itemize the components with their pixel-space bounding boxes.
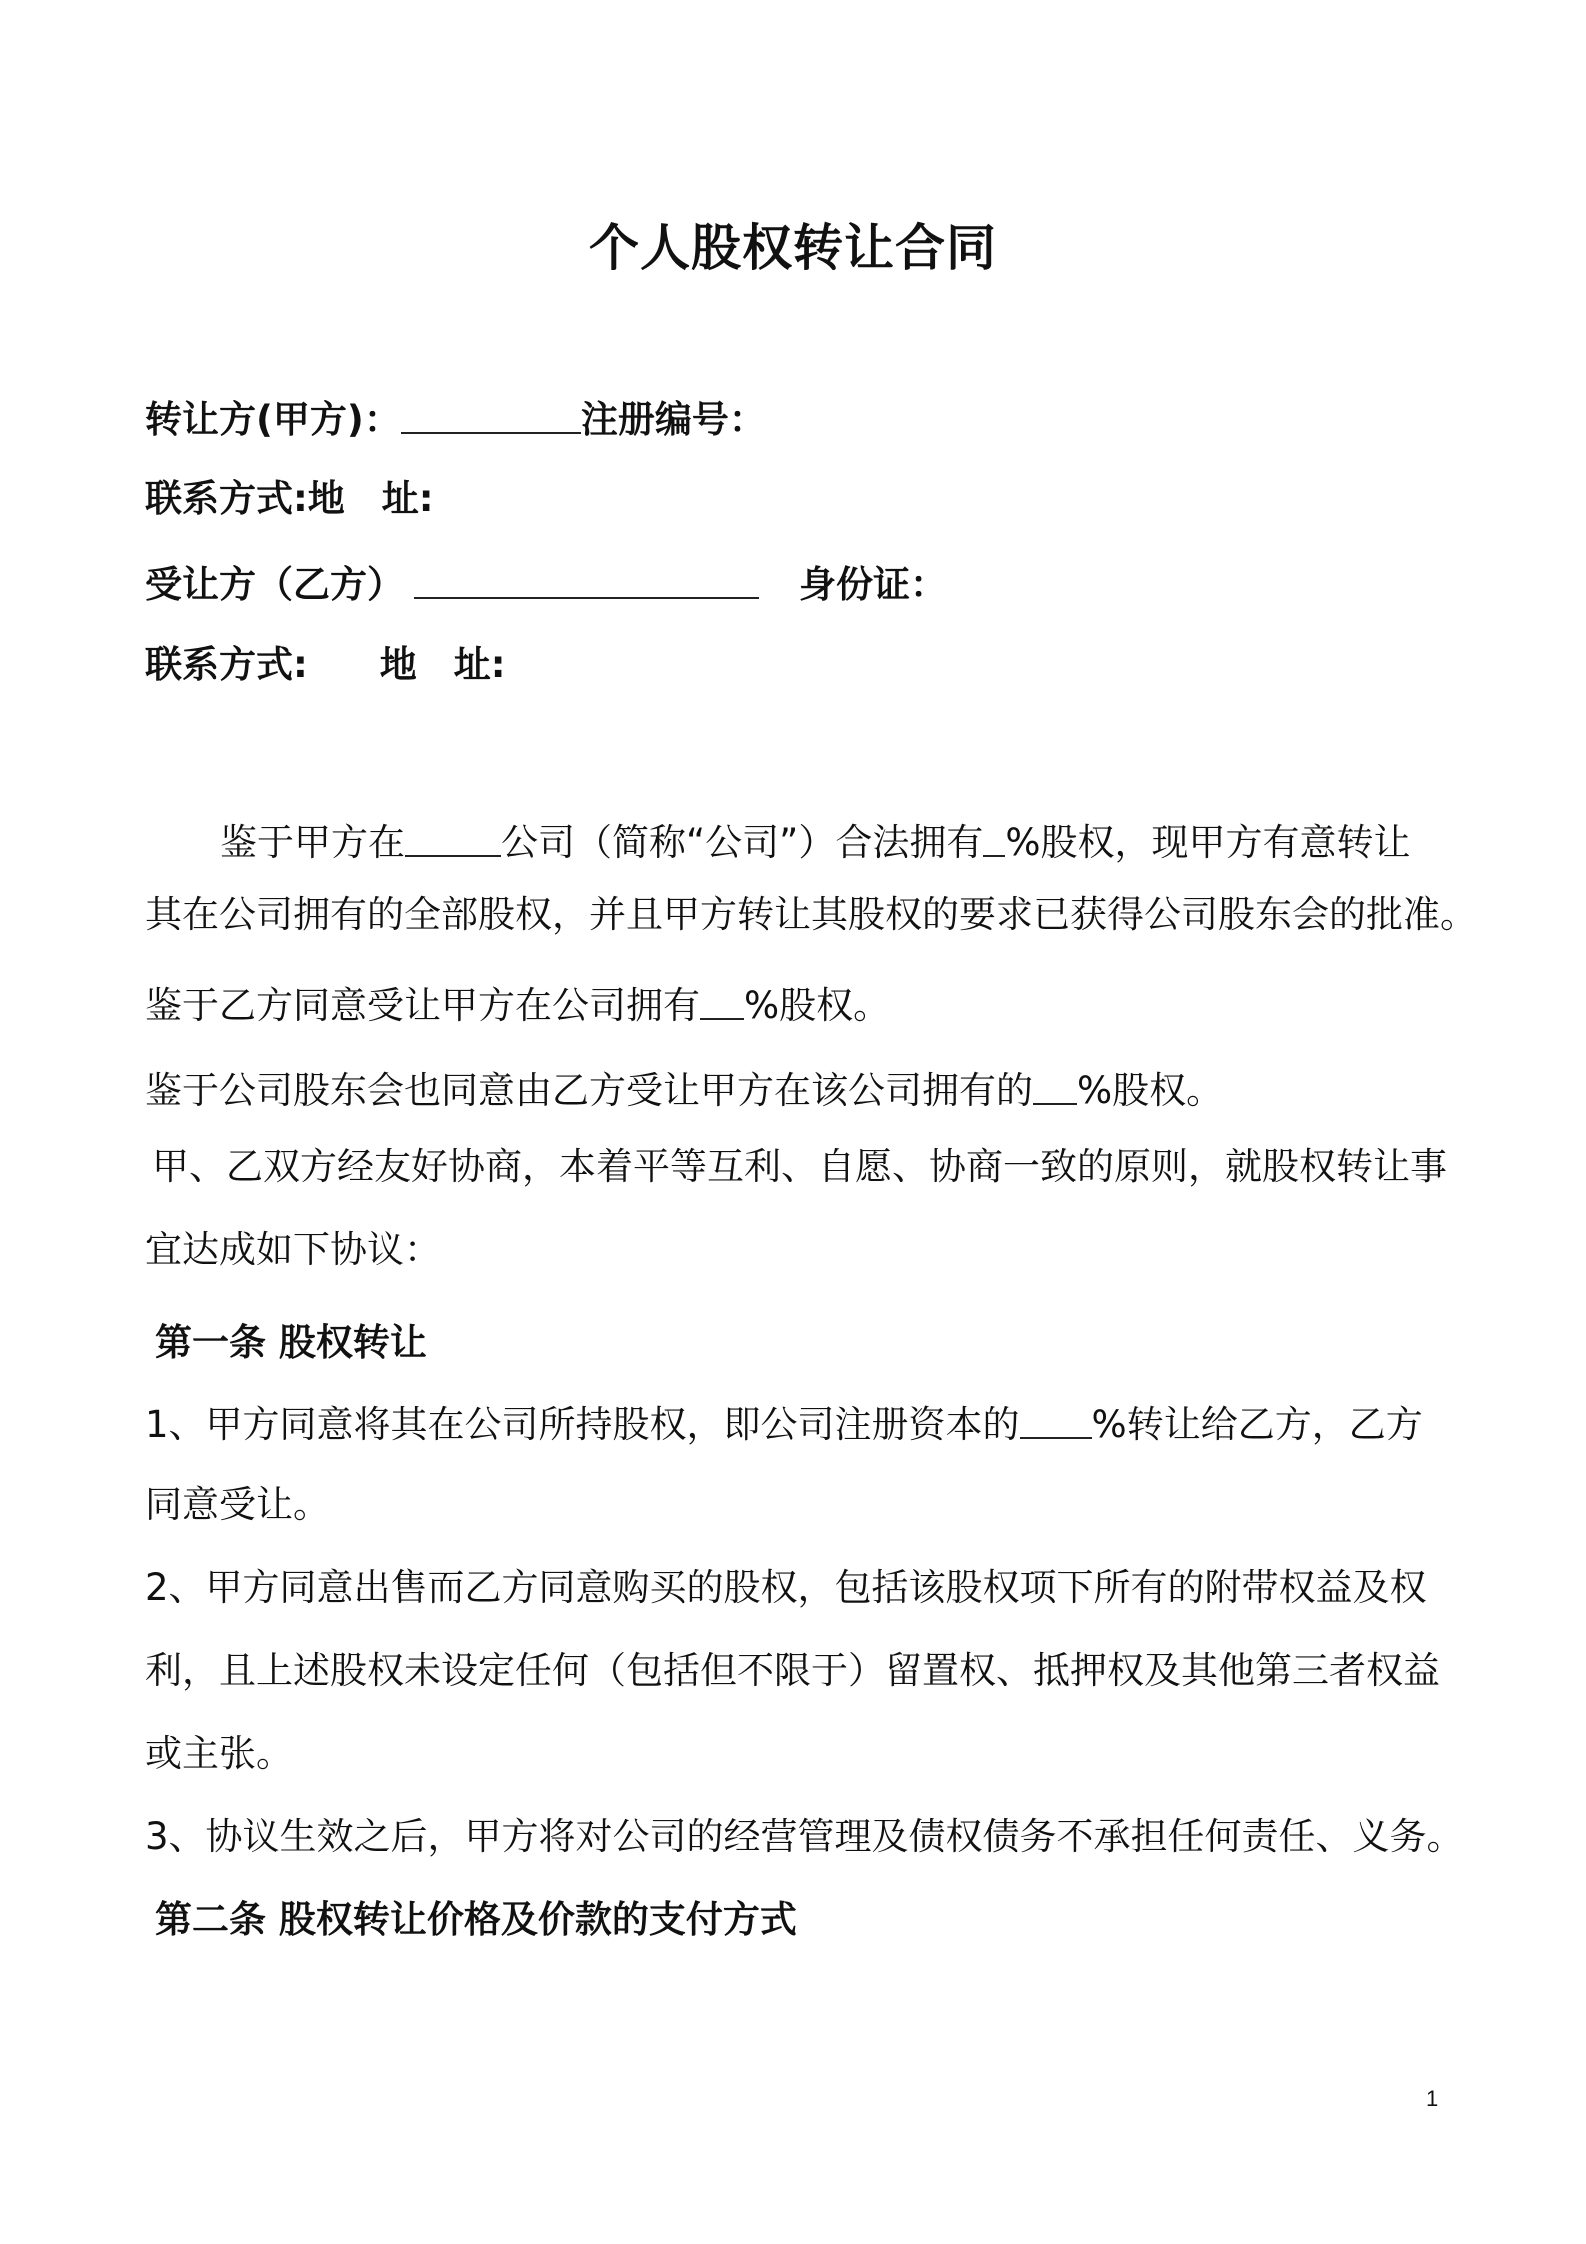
clause-1-percent-blank [1020,1397,1092,1439]
transferor-blank [401,392,581,434]
recital-4-line-1: 甲、乙双方经友好协商，本着平等互利、自愿、协商一致的原则，就股权转让事 [152,1145,1447,1188]
share-percent-blank [983,815,1005,857]
clause-2-line-3: 或主张。 [145,1732,293,1775]
transferee-label: 受让方（乙方） [145,563,404,606]
contact2-label: 联系方式: [145,643,308,686]
recital-4-line-2: 宜达成如下协议： [145,1228,441,1271]
clause-3: 3、协议生效之后，甲方将对公司的经营管理及债权债务不承担任何责任、义务。 [145,1815,1464,1858]
page-number: 1 [1426,2086,1439,2111]
id-label: 身份证： [799,563,947,606]
transferor-line [145,392,766,445]
clause-1-line-1 [145,1397,1423,1450]
address2-label: 地 址: [379,643,506,686]
recital-1-line-1 [220,815,1411,868]
clause-1-part-a: 1、甲方同意将其在公司所持股权，即公司注册资本的 [145,1403,1020,1446]
recital-3-part-a: 鉴于公司股东会也同意由乙方受让甲方在该公司拥有的 [145,1069,1033,1112]
contact1-label: 联系方式:地 址: [145,477,434,520]
registration-label: 注册编号： [580,398,766,441]
article-1-heading: 第一条 股权转让 [155,1321,427,1364]
contact-line-1 [145,474,434,524]
transferee-line [145,557,947,610]
document-title: 个人股权转让合同 [589,219,997,277]
recital-2 [145,978,890,1031]
clause-1-line-2: 同意受让。 [145,1483,330,1526]
recital-3-part-b: %股权。 [1077,1069,1224,1112]
clause-2-line-1: 2、甲方同意出售而乙方同意购买的股权，包括该股权项下所有的附带权益及权 [145,1566,1427,1609]
clause-2-line-2: 利，且上述股权未设定任何（包括但不限于）留置权、抵押权及其他第三者权益 [145,1649,1440,1692]
recital-2-part-b: %股权。 [744,984,891,1027]
company-name-blank [405,815,501,857]
recital-3-percent-blank [1033,1063,1077,1105]
recital-3 [145,1063,1223,1116]
recital-1-part-b: 公司（简称“公司”）合法拥有 [501,821,984,864]
recital-1-part-a: 鉴于甲方在 [220,821,405,864]
clause-1-part-b: %转让给乙方，乙方 [1091,1403,1423,1446]
recital-2-percent-blank [700,978,744,1020]
recital-2-part-a: 鉴于乙方同意受让甲方在公司拥有 [145,984,700,1027]
transferor-label: 转让方(甲方)： [145,398,401,441]
recital-1-line-2: 其在公司拥有的全部股权，并且甲方转让其股权的要求已获得公司股东会的批准。 [145,893,1477,936]
transferee-blank [414,557,759,599]
contact-line-2 [145,640,506,690]
recital-1-part-c: %股权，现甲方有意转让 [1005,821,1411,864]
article-2-heading: 第二条 股权转让价格及价款的支付方式 [155,1898,797,1941]
